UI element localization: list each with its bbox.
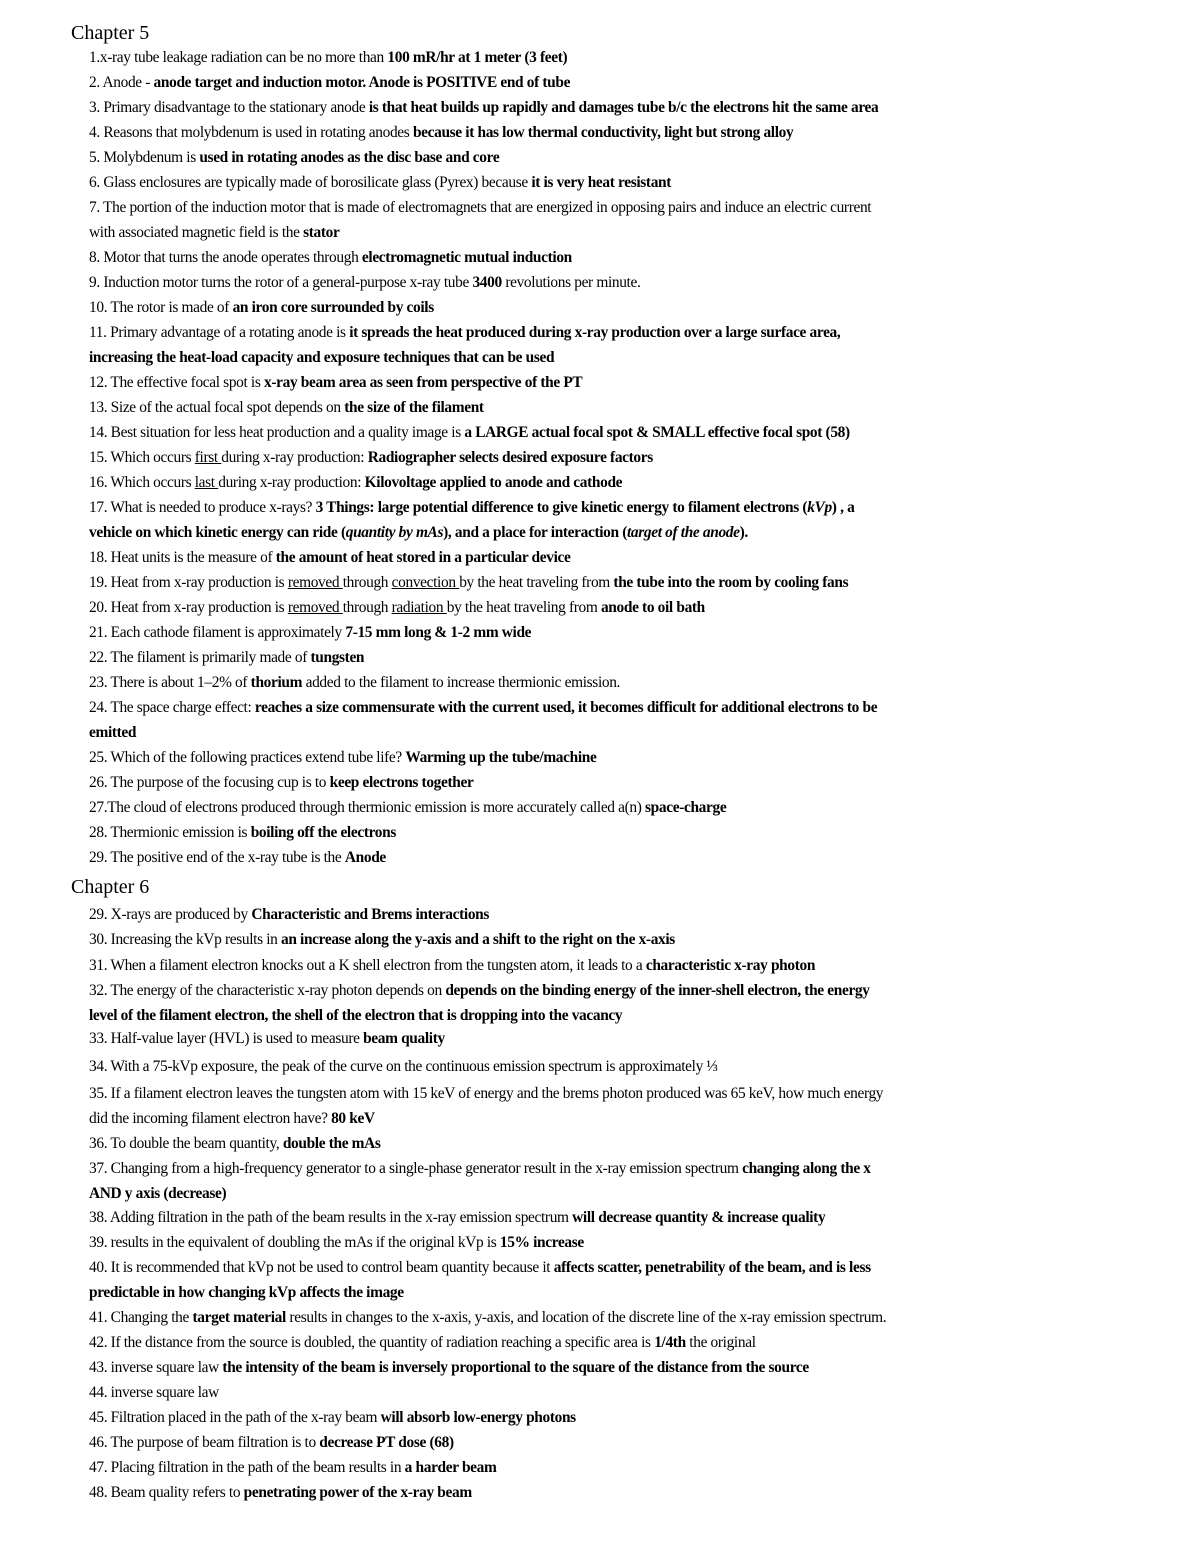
list-item: 39. results in the equivalent of doubling the mAs if the original kVp is 15% increase — [89, 1234, 584, 1251]
list-item: 8. Motor that turns the anode operates through electromagnetic mutual induction — [89, 249, 572, 266]
list-item: 43. inverse square law the intensity of the beam is inversely proportional to the square of the distance from the source — [89, 1359, 809, 1376]
list-item: 21. Each cathode filament is approximately 7-15 mm long & 1-2 mm wide — [89, 624, 532, 641]
list-item: 22. The filament is primarily made of tungsten — [89, 649, 365, 666]
list-item: 20. Heat from x-ray production is removed through radiation by the heat traveling from anode to oil bath — [89, 599, 705, 616]
list-item: 30. Increasing the kVp results in an increase along the y-axis and a shift to the right on the x-axis — [89, 931, 675, 948]
list-item: 1.x-ray tube leakage radiation can be no more than 100 mR/hr at 1 meter (3 feet) — [89, 49, 568, 66]
list-item: 7. The portion of the induction motor that is made of electromagnets that are energized in opposing pairs and induce an electric current with associated magnetic field is the stator — [89, 199, 872, 241]
list-item: 5. Molybdenum is used in rotating anodes as the disc base and core — [89, 149, 500, 166]
list-item: 28. Thermionic emission is boiling off the electrons — [89, 824, 396, 841]
list-item: 40. It is recommended that kVp not be used to control beam quantity because it affects scatter, penetrability of the beam, and is less predictable in how changing kVp affects the image — [89, 1259, 871, 1301]
list-item: 17. What is needed to produce x-rays? 3 Things: large potential difference to give kinetic energy to filament electrons (kVp) , a vehicle on which kinetic energy can ride (quantity by mAs), and a place for interaction (target of the anode). — [89, 499, 855, 541]
list-item: 12. The effective focal spot is x-ray beam area as seen from perspective of the PT — [89, 374, 583, 391]
list-item: 41. Changing the target material results in changes to the x-axis, y-axis, and location of the discrete line of the x-ray emission spectrum. — [89, 1309, 887, 1326]
list-item: 16. Which occurs last during x-ray production: Kilovoltage applied to anode and cathode — [89, 474, 623, 491]
list-item: 38. Adding filtration in the path of the beam results in the x-ray emission spectrum will decrease quantity & increase quality — [89, 1209, 826, 1226]
list-item: 25. Which of the following practices extend tube life? Warming up the tube/machine — [89, 749, 597, 766]
list-item: 27.The cloud of electrons produced through thermionic emission is more accurately called a(n) space-charge — [89, 799, 727, 816]
list-item: 6. Glass enclosures are typically made of borosilicate glass (Pyrex) because it is very heat resistant — [89, 174, 672, 191]
list-item: 45. Filtration placed in the path of the x-ray beam will absorb low-energy photons — [89, 1409, 576, 1426]
list-item: 42. If the distance from the source is doubled, the quantity of radiation reaching a specific area is 1/4th the original — [89, 1334, 756, 1351]
list-item: 29. X-rays are produced by Characteristic and Brems interactions — [89, 906, 490, 923]
list-item: 19. Heat from x-ray production is removed through convection by the heat traveling from the tube into the room by cooling fans — [89, 574, 849, 591]
list-item: 34. With a 75-kVp exposure, the peak of the curve on the continuous emission spectrum is approximately ⅓ — [89, 1058, 718, 1075]
list-item: 35. If a filament electron leaves the tungsten atom with 15 keV of energy and the brems photon produced was 65 keV, how much energy did the incoming filament electron have? 80 keV — [89, 1085, 884, 1127]
list-item: 31. When a filament electron knocks out a K shell electron from the tungsten atom, it leads to a characteristic x-ray photon — [89, 957, 816, 974]
list-item: 33. Half-value layer (HVL) is used to measure beam quality — [89, 1030, 445, 1047]
list-item: 14. Best situation for less heat production and a quality image is a LARGE actual focal spot & SMALL effective focal spot (58) — [89, 424, 850, 441]
list-item: 15. Which occurs first during x-ray production: Radiographer selects desired exposure factors — [89, 449, 653, 466]
chapter-6-heading: Chapter 6 — [71, 876, 150, 898]
list-item: 24. The space charge effect: reaches a size commensurate with the current used, it becomes difficult for additional electrons to be emitted — [89, 699, 878, 741]
list-item: 32. The energy of the characteristic x-ray photon depends on depends on the binding energy of the inner-shell electron, the energy level of the filament electron, the shell of the electron that is dropping into the vacancy — [89, 982, 870, 1024]
list-item: 11. Primary advantage of a rotating anode is it spreads the heat produced during x-ray production over a large surface area, increasing the heat-load capacity and exposure techniques that can be used — [89, 324, 841, 366]
list-item: 9. Induction motor turns the rotor of a general-purpose x-ray tube 3400 revolutions per minute. — [89, 274, 641, 291]
list-item: 29. The positive end of the x-ray tube is the Anode — [89, 849, 386, 866]
list-item: 26. The purpose of the focusing cup is to keep electrons together — [89, 774, 474, 791]
list-item: 18. Heat units is the measure of the amount of heat stored in a particular device — [89, 549, 571, 566]
list-item: 10. The rotor is made of an iron core surrounded by coils — [89, 299, 434, 316]
list-item: 46. The purpose of beam filtration is to decrease PT dose (68) — [89, 1434, 454, 1451]
list-item: 3. Primary disadvantage to the stationary anode is that heat builds up rapidly and damages tube b/c the electrons hit the same area — [89, 99, 879, 116]
list-item: 37. Changing from a high-frequency generator to a single-phase generator result in the x-ray emission spectrum changing along the x AND y axis (decrease) — [89, 1160, 871, 1202]
list-item: 44. inverse square law — [89, 1384, 219, 1401]
chapter-5-heading: Chapter 5 — [71, 22, 150, 44]
list-item: 48. Beam quality refers to penetrating power of the x-ray beam — [89, 1484, 472, 1501]
list-item: 23. There is about 1–2% of thorium added to the filament to increase thermionic emission. — [89, 674, 621, 691]
list-item: 2. Anode - anode target and induction motor. Anode is POSITIVE end of tube — [89, 74, 571, 91]
list-item: 4. Reasons that molybdenum is used in rotating anodes because it has low thermal conductivity, light but strong alloy — [89, 124, 794, 141]
list-item: 36. To double the beam quantity, double the mAs — [89, 1135, 381, 1152]
list-item: 47. Placing filtration in the path of the beam results in a harder beam — [89, 1459, 497, 1476]
list-item: 13. Size of the actual focal spot depends on the size of the filament — [89, 399, 484, 416]
